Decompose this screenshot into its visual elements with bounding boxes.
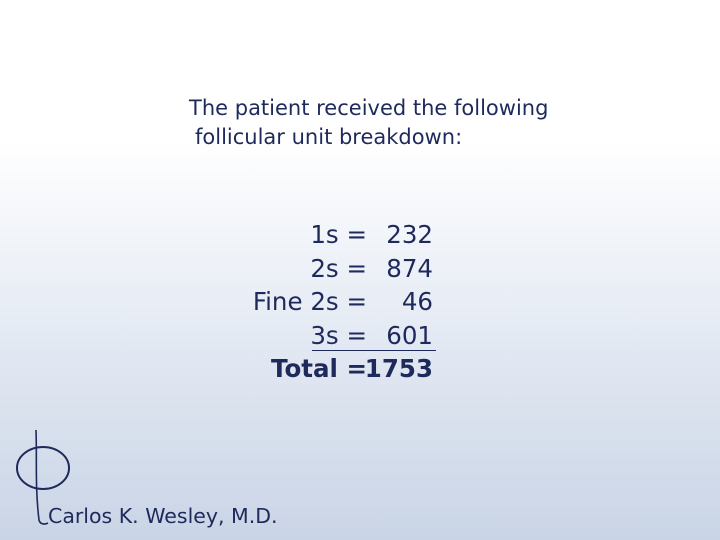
breakdown-value: 46 <box>401 287 433 316</box>
follicular-unit-breakdown <box>200 220 440 388</box>
breakdown-label: 3s = <box>310 320 367 350</box>
intro-line-2: follicular unit breakdown: <box>195 125 463 149</box>
sum-underline <box>312 350 436 351</box>
total-value: 1753 <box>364 354 433 383</box>
intro-line-1: The patient received the following <box>189 96 549 120</box>
breakdown-row-fine-2s <box>200 287 440 321</box>
intro-text <box>189 94 609 152</box>
breakdown-value: 232 <box>386 220 433 249</box>
breakdown-value: 601 <box>386 320 433 350</box>
breakdown-row-3s <box>200 321 440 355</box>
breakdown-row-total <box>200 354 440 388</box>
breakdown-row-2s <box>200 254 440 288</box>
breakdown-value: 874 <box>386 253 433 283</box>
breakdown-label: 1s = <box>310 220 367 249</box>
breakdown-label: 2s = <box>310 253 367 283</box>
doctor-name: Carlos K. Wesley, M.D. <box>48 504 278 528</box>
breakdown-row-1s <box>200 220 440 254</box>
total-label: Total = <box>271 354 367 383</box>
breakdown-label: Fine 2s = <box>252 287 367 316</box>
